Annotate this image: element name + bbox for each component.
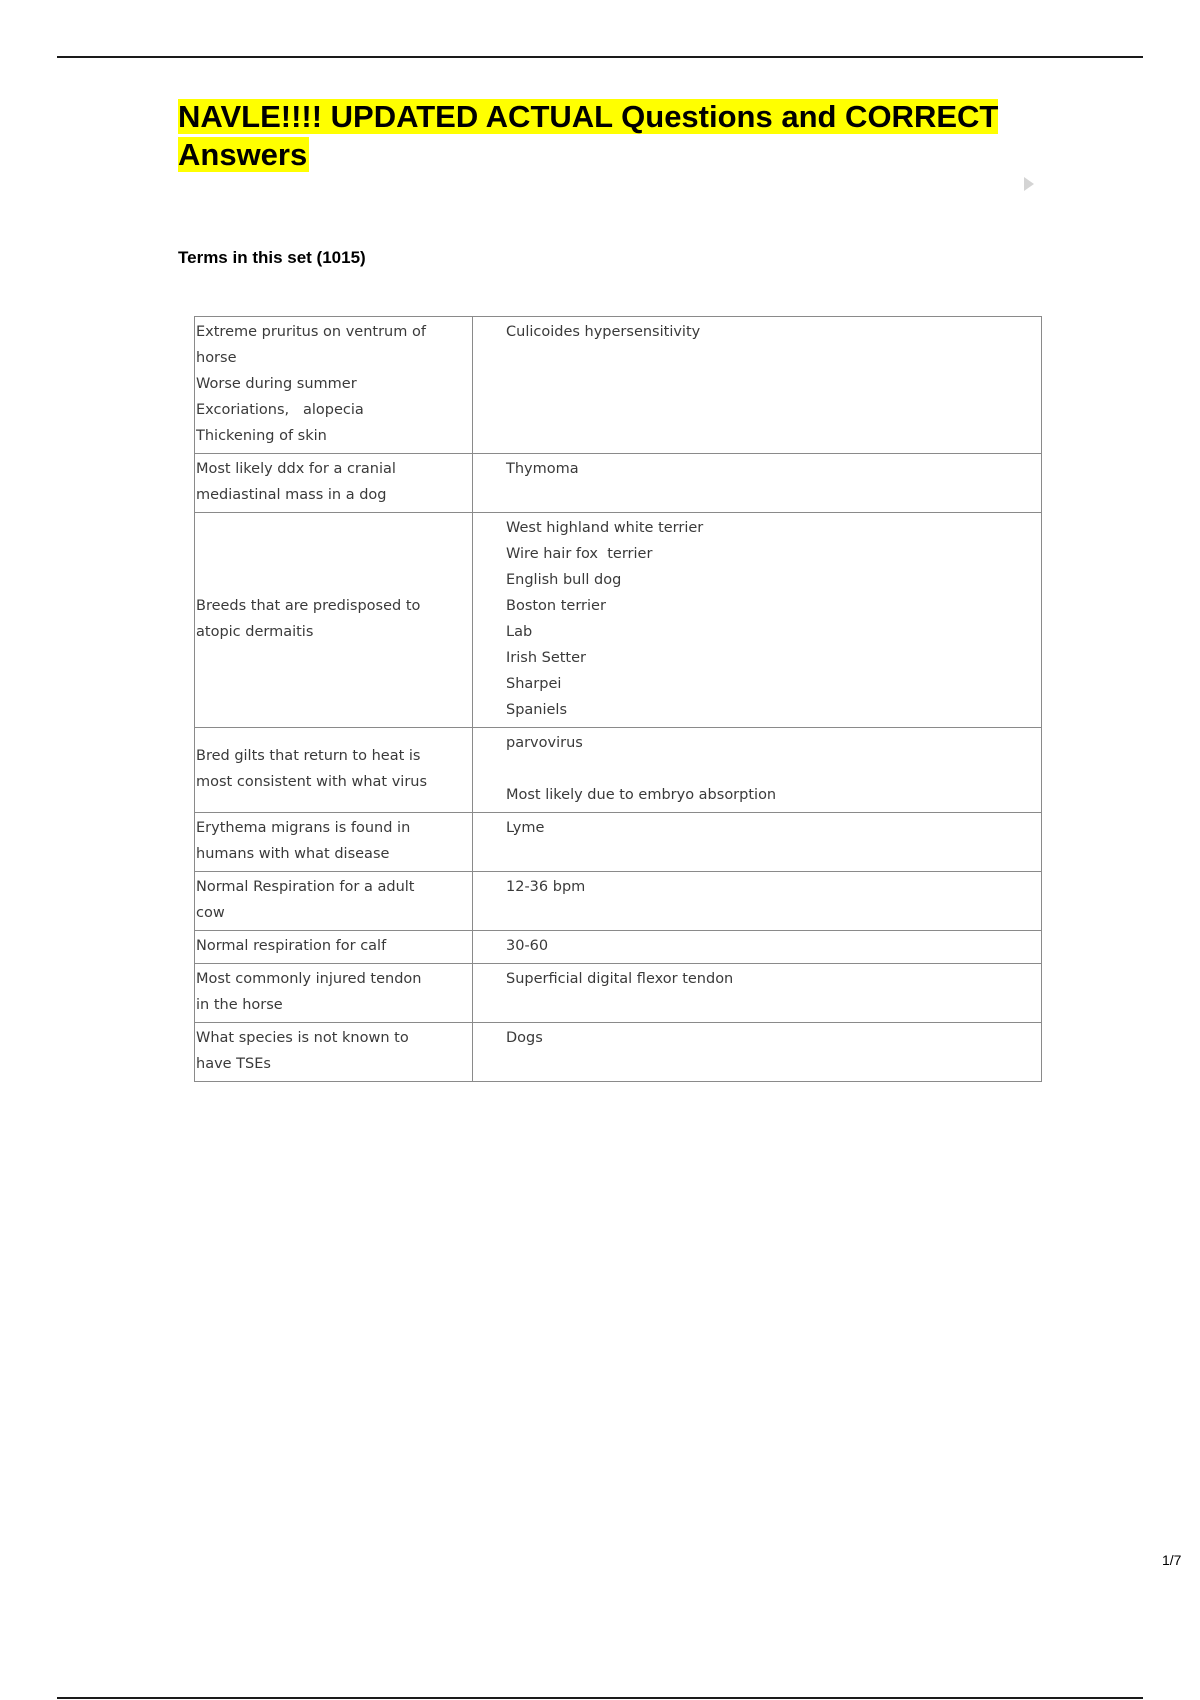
definition-line: 12-36 bpm [506,879,586,895]
definition-line: Spaniels [506,702,568,718]
definition-line: Sharpei [506,676,562,692]
term-cell [195,931,473,964]
term-line: Breeds that are predisposed to [196,598,421,614]
table-row [195,513,1042,728]
definition-line: English bull dog [506,572,622,588]
definition-line: Culicoides hypersensitivity [506,324,701,340]
term-line: atopic dermaitis [196,624,314,640]
table-row [195,931,1042,964]
term-line: most consistent with what virus [196,774,428,790]
term-line: Extreme pruritus on ventrum of [196,324,426,340]
table-row [195,728,1042,813]
term-line: Thickening of skin [196,428,327,444]
term-cell [195,317,473,454]
term-line: in the horse [196,997,283,1013]
definition-cell [473,454,1042,513]
table-row [195,454,1042,513]
term-line: Worse during summer [196,376,357,392]
top-rule [57,56,1143,58]
term-line: have TSEs [196,1056,271,1072]
table-row [195,317,1042,454]
definition-cell [473,964,1042,1023]
definition-line: Superficial digital flexor tendon [506,971,734,987]
definition-cell [473,872,1042,931]
term-line: Bred gilts that return to heat is [196,748,421,764]
terms-table [194,316,1042,1082]
term-line: Most commonly injured tendon [196,971,422,987]
term-line: Erythema migrans is found in [196,820,411,836]
table-row [195,964,1042,1023]
term-line: Excoriations, alopecia [196,402,364,418]
bottom-rule [57,1697,1143,1699]
term-cell [195,872,473,931]
page-number: 1/7 [1162,1552,1182,1568]
definition-line: Most likely due to embryo absorption [506,787,777,803]
term-line: What species is not known to [196,1030,409,1046]
definition-cell [473,728,1042,813]
term-line: Normal respiration for calf [196,938,387,954]
term-cell [195,454,473,513]
term-cell [195,728,473,813]
definition-cell [473,513,1042,728]
table-row [195,872,1042,931]
definition-line: Wire hair fox terrier [506,546,653,562]
definition-line: parvovirus [506,735,583,751]
term-line: horse [196,350,237,366]
term-line: Normal Respiration for a adult [196,879,415,895]
term-line: Most likely ddx for a cranial [196,461,396,477]
term-cell [195,964,473,1023]
term-cell [195,513,473,728]
terms-heading: Terms in this set (1015) [178,248,366,267]
definition-line: West highland white terrier [506,520,704,536]
table-row [195,1023,1042,1082]
table-row [195,813,1042,872]
definition-line: Lyme [506,820,545,836]
definition-line: Boston terrier [506,598,606,614]
term-cell [195,813,473,872]
document-title: NAVLE!!!! UPDATED ACTUAL Questions and CORRECT Answers [178,99,999,172]
definition-cell [473,317,1042,454]
term-line: humans with what disease [196,846,390,862]
term-line: cow [196,905,225,921]
term-line: mediastinal mass in a dog [196,487,387,503]
definition-cell [473,1023,1042,1082]
play-arrow-icon[interactable] [1024,177,1034,191]
definition-cell [473,813,1042,872]
definition-line: 30-60 [506,938,549,954]
term-cell [195,1023,473,1082]
definition-line: Dogs [506,1030,543,1046]
definition-gap [506,756,1031,782]
definition-line: Thymoma [506,461,579,477]
definition-cell [473,931,1042,964]
definition-line: Irish Setter [506,650,586,666]
definition-line: Lab [506,624,533,640]
